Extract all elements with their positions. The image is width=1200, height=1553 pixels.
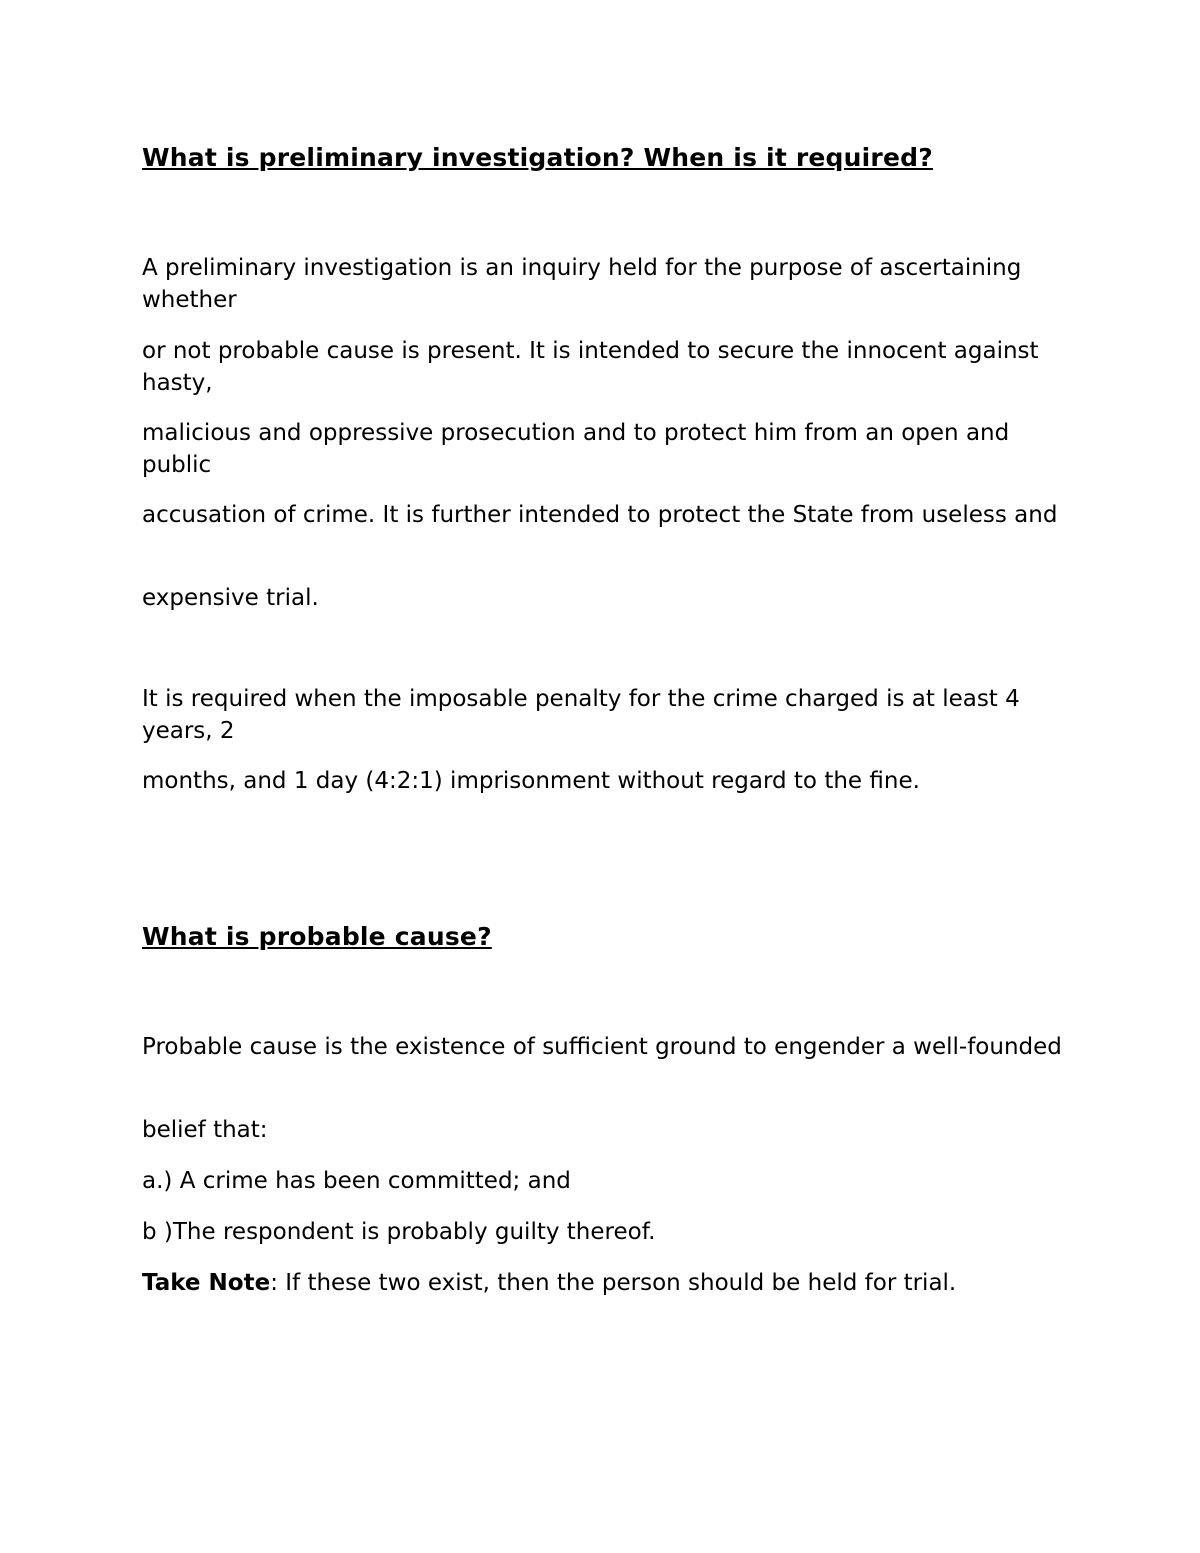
paragraph-line: belief that: — [142, 1117, 268, 1143]
paragraph-line: months, and 1 day (4:2:1) imprisonment without regard to the fine. — [142, 768, 920, 794]
paragraph-line: accusation of crime. It is further intended to protect the State from useless and — [142, 502, 1058, 528]
paragraph-line: malicious and oppressive prosecution and to protect him from an open and public — [142, 420, 1010, 478]
paragraph-line: expensive trial. — [142, 585, 319, 611]
paragraph-line: Probable cause is the existence of sufficient ground to engender a well-founded — [142, 1034, 1062, 1060]
heading-preliminary-investigation: What is preliminary investigation? When is it required? — [142, 143, 933, 172]
list-item-b: b )The respondent is probably guilty thereof. — [142, 1219, 656, 1245]
heading-probable-cause: What is probable cause? — [142, 922, 492, 951]
take-note-text: : If these two exist, then the person should be held for trial. — [270, 1270, 957, 1296]
take-note-label: Take Note — [142, 1270, 271, 1296]
take-note-line — [142, 1267, 1077, 1299]
paragraph-line: A preliminary investigation is an inquiry held for the purpose of ascertaining whether — [142, 255, 1022, 313]
paragraph-line: It is required when the imposable penalty for the crime charged is at least 4 years, 2 — [142, 686, 1020, 744]
list-item-a: a.) A crime has been committed; and — [142, 1168, 571, 1194]
paragraph-line: or not probable cause is present. It is intended to secure the innocent against hasty, — [142, 338, 1039, 396]
